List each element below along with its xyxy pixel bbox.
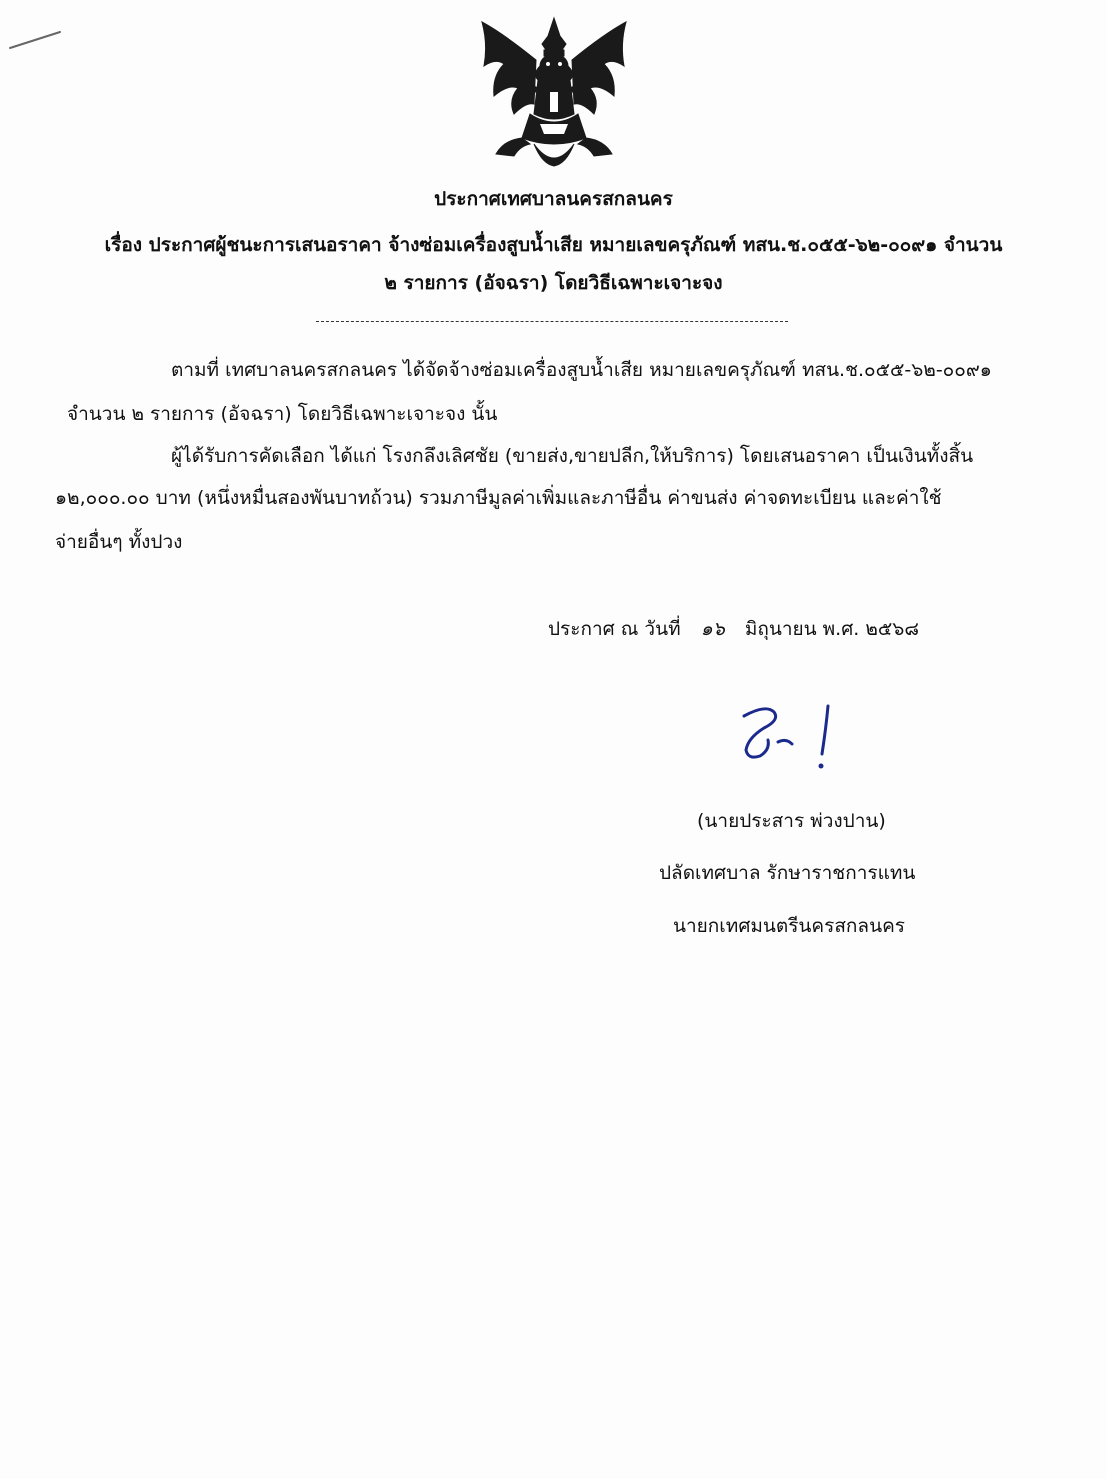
signer-position-2: นายกเทศมนตรีนครสกลนคร [673,915,905,937]
garuda-emblem-icon [474,14,634,172]
signer-name: (นายประสาร พ่วงปาน) [697,810,886,832]
date-month-year: มิถุนายน พ.ศ. ๒๕๖๘ [744,618,919,640]
paragraph-2-line-3: จ่ายอื่นๆ ทั้งปวง [55,531,183,553]
handwritten-signature [730,698,850,778]
date-prefix: ประกาศ ณ วันที่ [548,618,681,640]
announcement-date [548,617,919,641]
subject-line-1: เรื่อง ประกาศผู้ชนะการเสนอราคา จ้างซ่อมเครื่องสูบน้ำเสีย หมายเลขครุภัณฑ์ ทสน.ช.๐๕๕-๖๒-๐๐๙๑ จำนวน [104,234,1003,256]
document-title: ประกาศเทศบาลนครสกลนคร [434,188,673,210]
signer-position-1: ปลัดเทศบาล รักษาราชการแทน [659,862,916,884]
paragraph-2-line-2: ๑๒,๐๐๐.๐๐ บาท (หนึ่งหมื่นสองพันบาทถ้วน) รวมภาษีมูลค่าเพิ่มและภาษีอื่น ค่าขนส่ง ค่าจดทะเบียน และค่าใช้ [55,487,942,509]
title-divider [316,321,788,322]
subject-line-2: ๒ รายการ (อัจฉรา) โดยวิธีเฉพาะเจาะจง [384,272,723,294]
paragraph-2-line-1: ผู้ได้รับการคัดเลือก ได้แก่ โรงกลึงเลิศชัย (ขายส่ง,ขายปลีก,ให้บริการ) โดยเสนอราคา เป็นเงินทั้งสิ้น [171,445,974,467]
pen-mark-icon [8,28,64,52]
paragraph-1-line-2: จำนวน ๒ รายการ (อัจฉรา) โดยวิธีเฉพาะเจาะจง นั้น [67,403,498,425]
date-day: ๑๖ [700,618,725,640]
paragraph-1-line-1: ตามที่ เทศบาลนครสกลนคร ได้จัดจ้างซ่อมเครื่องสูบน้ำเสีย หมายเลขครุภัณฑ์ ทสน.ช.๐๕๕-๖๒-๐๐๙๑ [171,359,992,381]
